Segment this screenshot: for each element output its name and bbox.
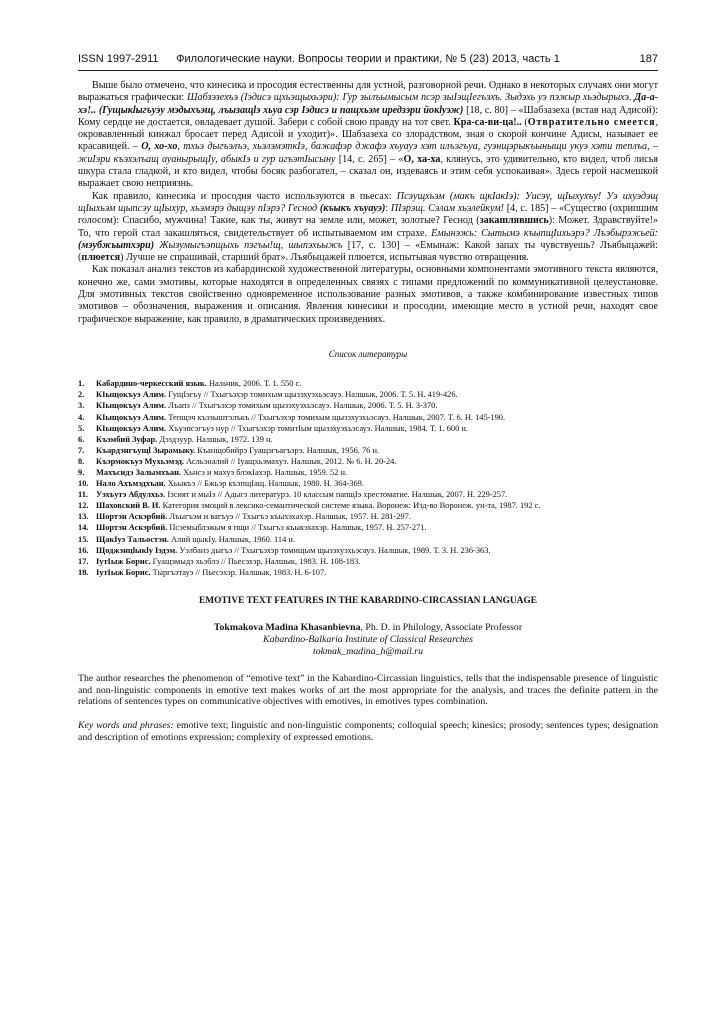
styled-run: Да-а-хэ!..: [78, 92, 658, 116]
paragraph: [78, 80, 658, 191]
text-run: Как правило, кинесика и просодия часто используются в пьесах:: [92, 190, 397, 202]
text-run: ): Может. Здравствуйте!» То, что герой стал закашляться, свидетельствует об испытываемом им страхе.: [78, 215, 658, 239]
reference-author: КIыщокъуэ Алим.: [96, 423, 167, 433]
reference-details: Лъапэ // Тхыгъэхэр томихым щызэхуэхьэсауэ. Налшык, 2006. Т. 5. Н. 3-370.: [166, 401, 438, 411]
text-run: , окровавленный кинжал бросает перед Адисой и уходит)». Шабзазеха со злорадством, зная о скорой кончине Адисы, называет ее красавицей. –: [78, 116, 658, 153]
text-run: , клянусь, это удивительно, кто видел, чтоб лисья шкура стала гладкой, и кто видел, чтобы босяк разбогател, – сказал он, издеваясь и этим себя успокаивая». Здесь герой насмешкой выражает свою неприязнь.: [78, 153, 658, 190]
paragraph: [78, 191, 658, 265]
reference-number: 16.: [78, 545, 89, 555]
reference-author: Шортэн Аскэрбий.: [96, 512, 168, 522]
reference-number: 5.: [78, 423, 85, 433]
author-email[interactable]: tokmak_madina_h@mail.ru: [313, 645, 423, 657]
reference-details: Хьыкъэ // Бжьэр къэпщIащ. Налшык, 1980. Н. 364-369.: [165, 479, 364, 489]
reference-details: Уэлбанэ дыгъэ // Тхыгъэхэр томищым щызэхуэхьэсауэ. Налшык, 1989. Т. 3. Н. 236-363.: [177, 545, 491, 555]
text-run: :: [385, 202, 391, 214]
reference-number: 12.: [78, 501, 89, 511]
reference-author: КIыщокъуэ Алим.: [96, 401, 167, 411]
reference-item: [78, 467, 658, 478]
reference-number: 11.: [78, 490, 89, 500]
reference-number: 2.: [78, 390, 85, 400]
reference-author: Шаховский В. И.: [96, 501, 161, 511]
reference-details: Хъуэпсэгъуэ нур // Тхыгъэхэр томитIым щызэхуэхьэсауэ. Налшык, 1984. Т. 1. 600 н.: [166, 423, 468, 433]
styled-run: плюется: [81, 252, 121, 264]
reference-author: IутIыж Борис.: [96, 567, 151, 577]
reference-author: ЩакIуэ Тальостэн.: [96, 534, 169, 544]
author-degree: , Ph. D. in Philology, Associate Professor: [360, 622, 523, 634]
reference-item: [78, 389, 658, 400]
reference-details: Iэсият и мыIэ // Адыгэ литературэ. 10 классым папщIэ хрестоматие. Налшык, 2007. Н. 229-257.: [165, 490, 508, 500]
styled-run: (Гущыкlыгъуэу мэдыхъэщ, лъызащlэ хьуа сэр Iэдисэ и пащхьэм иредзэри йокlуэж): [98, 104, 464, 116]
reference-item: [78, 478, 658, 489]
reference-details: Асльэналий // Iуащхьэмахуэ. Налшык, 2012. № 6. Н. 20-24.: [183, 456, 397, 466]
keywords: [78, 720, 658, 744]
author-line: [78, 622, 658, 634]
styled-run: Емынэжь: Сытымэ къыпщIихьэрэ? Лъэбырэжьей:: [431, 227, 659, 239]
styled-run: Отвратительно смеется: [527, 116, 656, 128]
reference-item: [78, 545, 658, 556]
references-heading: Список литературы: [328, 348, 408, 359]
text-run: Выше было отмечено, что кинесика и просодия естественны для устной, разговорной речи. Однако в некоторых случаях они могут выражаться графически:: [78, 80, 658, 104]
keywords-text: emotive text; linguistic and non-linguistic components; colloquial speech; kinesics; prosody; sentences types; designation and description of emotions expression; complexity of expressed emotions.: [78, 720, 658, 744]
text-run: (: [521, 116, 528, 128]
styled-run: Псэущхьэм (макъ щкIакIэ): Уисэу, щIыхухъу! Уэ ихуэдэщ щIыхьэм щыпсэу щIыхур, хьэмэрэ дыщэу пIэрэ? Геснод: [78, 190, 659, 214]
reference-item: [78, 567, 658, 578]
reference-number: 14.: [78, 523, 89, 533]
reference-item: [78, 489, 658, 500]
reference-number: 13.: [78, 512, 89, 522]
reference-details: Хьнсэ и махуэ блэкIахэр. Налшык, 1959. 52 н.: [181, 467, 348, 477]
styled-run: ПIэрэщ. Сэлам хьэлейкум!: [390, 202, 505, 214]
reference-number: 17.: [78, 556, 89, 566]
styled-run: Жызумыгъэпщыхь пэгъы!щ, шыпэхьыжъ: [159, 239, 343, 251]
reference-details: Лъыгъэм и вагъуэ // Тхыгъэ къыхэхахэр. Налшык, 1957. Н. 281-297.: [167, 512, 411, 522]
reference-details: Тыргъэтауэ // Пьесэхэр. Налшык, 1983. Н. 6-107.: [150, 567, 327, 577]
text-run: ,: [177, 141, 184, 153]
reference-number: 7.: [78, 445, 85, 455]
text-run: [18, с. 80] – «Шабзазеха (встав над Адисой): Кому сердце не достается, овладевает душой. Забери с собой свою правду на тот свет.: [78, 104, 658, 128]
reference-author: Шортэн Аскэрбий.: [96, 523, 168, 533]
reference-item: [78, 423, 658, 434]
reference-number: 18.: [78, 567, 89, 577]
reference-number: 3.: [78, 401, 85, 411]
text-run: ) Лучше не спрашивай, старший брат». Лъябыцажей плюется, испытывая чувство отвращения.: [120, 252, 529, 264]
reference-details: Тепщэч къэзыштэлъкъ // Тхыгъэхэр томихым щызэхуэхьэсауэ. Налшык, 2007. Т. 6. Н. 145-190.: [166, 412, 506, 422]
reference-number: 15.: [78, 534, 89, 544]
reference-number: 9.: [78, 467, 85, 477]
reference-author: Къардэнгъущl Зырамыку.: [96, 445, 196, 455]
paragraph: [78, 264, 658, 325]
reference-author: Къэрмокъуэ Мухьэмэд.: [96, 456, 184, 466]
reference-item: [78, 456, 658, 467]
reference-number: 10.: [78, 479, 89, 489]
reference-details: ГущIэгъу // Тхыгъэхэр томихым щызэхуэхьэсауэ. Налшык, 2006. Т. 5. Н. 419-426.: [166, 390, 458, 400]
running-header: [78, 53, 658, 69]
text-run: [17, с. 130] – «Емынаж: Какой запах ты чувствуешь? Лъябыцажей: (: [78, 239, 658, 264]
author-name: Tokmakova Madina Khasanbievna: [213, 622, 361, 634]
journal-title: Филологические науки. Вопросы теории и практики, № 5 (23) 2013, часть 1: [176, 53, 560, 65]
text-run: [4, с. 185] – «Существо (охрипшим голосом): Спасибо, мужчина! Такие, как ты, живут на земле или, может, золотые? Геснод (: [78, 202, 658, 227]
reference-author: Щоджэнцlыкlу Iэдэм.: [96, 545, 178, 555]
reference-author: КIыщокъуэ Алим.: [96, 390, 167, 400]
reference-details: Къанщобийрэ Гуащэгъагъэрэ. Налшык, 1956. 76 н.: [195, 445, 380, 455]
reference-author: КIыщокъуэ Алим.: [96, 412, 167, 422]
styled-run: (къыкъ хъуауэ): [319, 202, 386, 214]
text-run: [14, с. 265] – «: [335, 153, 404, 165]
reference-number: 6.: [78, 434, 85, 444]
reference-item: [78, 534, 658, 545]
reference-item: [78, 500, 658, 511]
reference-author: Нало Ахъмэдхъан.: [96, 479, 166, 489]
reference-author: IутIыж Борис.: [96, 556, 151, 566]
reference-details: Дэздзуур. Налшык, 1972. 139 н.: [157, 434, 273, 444]
reference-details: Алий щыкIу. Налшык, 1960. 114 н.: [168, 534, 295, 544]
reference-item: [78, 445, 658, 456]
reference-author: Кабардино-черкесский язык.: [96, 379, 207, 389]
styled-run: (мэубжьытхэри): [78, 239, 155, 251]
reference-details: Гуащэмыдз хьэблэ // Пьесэхэр. Налшык, 1983. Н. 108-183.: [150, 556, 361, 566]
styled-run: О, ха-ха: [403, 153, 441, 165]
reference-number: 8.: [78, 456, 85, 466]
header-rule: [78, 70, 658, 71]
institution: Kabardino-Balkaria Institute of Classical Researches: [263, 634, 473, 646]
styled-run: закашлявшись: [479, 215, 549, 227]
reference-details: Категория эмоций в лексико-семантической системе языка. Воронеж: Изд-во Воронеж. ун-та, 1987. 192 с.: [160, 501, 541, 511]
styled-run: О, хо-хо: [141, 141, 178, 153]
abstract: The author researches the phenomenon of “emotive text” in the Kabardino-Circassian linguistics, tells that the indispensable presence of linguistic and non-linguistic components in emotive text makes works of art the most appropriate for the analysis, and traces the definite pattern in the relations of sentences types on communicative objectives with emotives, in emotives types combination.: [78, 672, 658, 708]
english-article-title: EMOTIVE TEXT FEATURES IN THE KABARDINO-CIRCASSIAN LANGUAGE: [199, 595, 537, 606]
reference-author: Уэхъутэ Абдулхьэ.: [96, 490, 166, 500]
reference-item: [78, 378, 658, 389]
reference-item: [78, 511, 658, 522]
reference-details: Псэемыблэжым я пщи // Тхыгъэ къыкэхахэр. Налшык, 1957. Н. 257-271.: [167, 523, 427, 533]
keywords-label: Key words and phrases:: [78, 720, 174, 732]
styled-run: тхьэ дыгъэлъэ, хьэлэмэткIэ, бажафэр джафэ хъуауэ хэт илъэгъуа, гуэнщэрыкъыныщи укуэ хэти теплъа, – жиIэри къэхэлъащ ауанырыщIу, абыкIэ и гур игъэтIысыну: [78, 141, 658, 165]
reference-details: Нальчик, 2006. Т. 1. 550 с.: [206, 379, 302, 389]
styled-run: Шабзэзехъэ (Iэдисэ щхьэщыхьэри): Гур зылъымысым псэр зыIэщIегъэхъ. Зыдэхь уэ пэжыр хьэдырыхэ.: [187, 92, 632, 104]
reference-number: 1.: [78, 379, 85, 389]
reference-item: [78, 556, 658, 567]
reference-item: [78, 400, 658, 411]
issn-label: ISSN 1997-2911: [78, 53, 159, 65]
reference-author: Махъсидэ Залымхъан.: [96, 467, 182, 477]
reference-item: [78, 412, 658, 423]
reference-author: Къэмбий Зуфар.: [96, 434, 158, 444]
text-run: Как показал анализ текстов из кабардинской художественной литературы, основными компонентами эмотивного текста являются, конечно же, сами эмотивы, которые находятся в определенных связях с типами предложений по коммуникативной целеустановке. Для эмотивных текстов свойственно одновременное использование разных эмотивов, а также комбинирование известных типов эмотивов – обозначения, выражения и описания. Явления кинесики и просодии, имеющие место в устной речи, находят свое графическое выражение, как правило, в драматических произведениях.: [78, 264, 658, 325]
article-body: [78, 80, 658, 744]
references-list: [78, 378, 658, 578]
reference-item: [78, 434, 658, 445]
reference-item: [78, 522, 658, 533]
reference-number: 4.: [78, 412, 85, 422]
styled-run: Кра-са-ви-ца!..: [453, 116, 522, 128]
page-number: 187: [639, 53, 658, 65]
